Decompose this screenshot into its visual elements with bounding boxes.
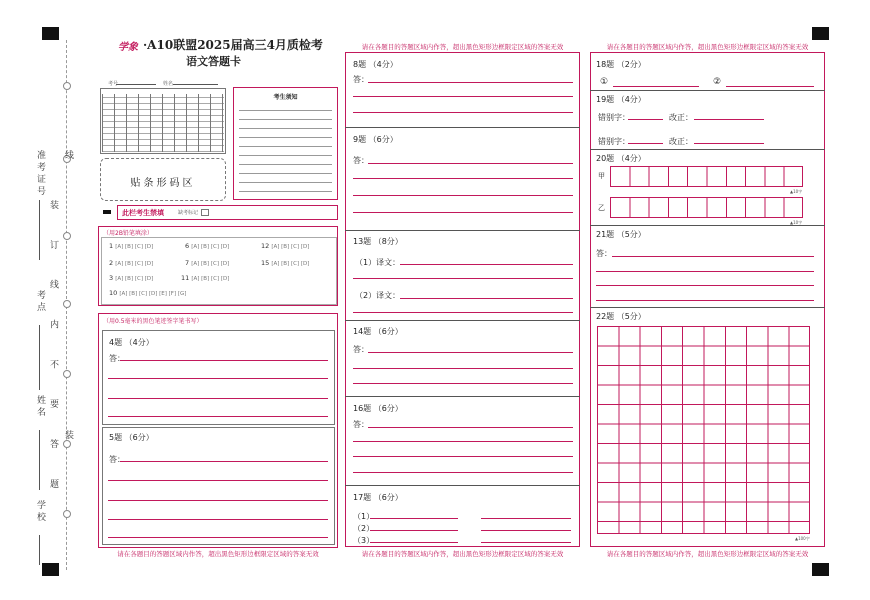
- q14-label: 14题 （6分）: [353, 327, 403, 336]
- q9-line[interactable]: [368, 163, 573, 164]
- q17-line[interactable]: [370, 542, 458, 543]
- mc-options[interactable]: [A] [B] [C] [D]: [191, 276, 230, 282]
- corner-marker-tr: [812, 27, 829, 40]
- q22-count-mark: ▲100字: [795, 536, 810, 541]
- absent-mark-label: 缺考标记: [178, 210, 199, 216]
- name-label: 姓名: [163, 81, 174, 87]
- q9-answer-label: 答：: [353, 156, 369, 165]
- q9-line[interactable]: [353, 212, 573, 213]
- notice-title: 考生须知: [273, 94, 298, 101]
- q19-fix-1: 改正：: [669, 113, 693, 122]
- q9-line[interactable]: [353, 195, 573, 196]
- barcode-area: [100, 158, 226, 201]
- exam-number-bubbles[interactable]: [102, 94, 224, 152]
- mc-num: 6: [185, 242, 190, 250]
- admission-number-label: 准考证号: [35, 150, 45, 198]
- school-line: [39, 535, 40, 565]
- mc-options[interactable]: [A] [B] [C] [D]: [191, 244, 230, 250]
- q19-wrong-2: 错别字：: [598, 137, 630, 146]
- mc-num: 11: [181, 274, 190, 282]
- q4-line[interactable]: [108, 398, 328, 399]
- q18-c2: ②: [713, 77, 722, 87]
- card-subtitle: 语文答题卡: [186, 55, 241, 68]
- exam-no-field[interactable]: [116, 84, 156, 85]
- q8-line[interactable]: [353, 112, 573, 113]
- q14-divider: [345, 396, 580, 397]
- q17-line[interactable]: [370, 518, 458, 519]
- q16-line[interactable]: [353, 456, 573, 457]
- q17-line[interactable]: [481, 530, 571, 531]
- q13-line[interactable]: [353, 278, 573, 279]
- mc-num: 12: [261, 242, 270, 250]
- q21-line[interactable]: [596, 285, 814, 286]
- mc-item[interactable]: [109, 259, 153, 267]
- q13-line[interactable]: [353, 312, 573, 313]
- binding-hole: [63, 370, 71, 378]
- q18-line[interactable]: [613, 86, 699, 87]
- mc-num: 1: [109, 242, 114, 250]
- absent-checkbox[interactable]: [201, 209, 209, 216]
- seal-bind-char: 装: [63, 430, 73, 442]
- q13-label: 13题 （8分）: [353, 237, 403, 246]
- q4-line[interactable]: [108, 416, 328, 417]
- q18-label: 18题 （2分）: [596, 60, 646, 69]
- col3-bottom-warning: 请在各题目的答题区域内作答，超出黑色矩形边框限定区域的答案无效: [606, 550, 809, 558]
- q22-writing-grid[interactable]: [597, 326, 810, 534]
- student-name-line: [39, 430, 40, 490]
- q19-line[interactable]: [628, 143, 663, 144]
- q8-label: 8题 （4分）: [353, 60, 398, 69]
- q8-line[interactable]: [368, 82, 573, 83]
- q19-label: 19题 （4分）: [596, 95, 646, 104]
- mc-title: （用2B铅笔填涂）: [103, 230, 153, 237]
- absent-marker: [103, 210, 111, 214]
- school-label: 学校: [35, 500, 45, 524]
- absent-label: 此栏考生禁填: [122, 209, 164, 217]
- binding-hole: [63, 300, 71, 308]
- q5-line[interactable]: [120, 461, 328, 462]
- mc-item[interactable]: [109, 289, 186, 297]
- q19-line[interactable]: [694, 143, 764, 144]
- mc-options[interactable]: [A] [B] [C] [D]: [271, 261, 310, 267]
- student-name-label: 姓名: [35, 395, 45, 419]
- q20-label: 20题 （4分）: [596, 154, 646, 163]
- notice-text: [239, 104, 332, 194]
- mc-num: 15: [261, 259, 270, 267]
- mc-item[interactable]: [109, 274, 153, 282]
- mc-item[interactable]: [261, 259, 309, 267]
- q5-label: 5题 （6分）: [109, 433, 154, 442]
- mc-options[interactable]: [A] [B] [C] [D]: [115, 261, 154, 267]
- col2-bottom-warning: 请在各题目的答题区域内作答，超出黑色矩形边框限定区域的答案无效: [361, 550, 564, 558]
- q17-label: 17题 （6分）: [353, 493, 403, 502]
- exam-title: ·A10联盟2025届高三4月质检考: [143, 38, 323, 52]
- q17-line[interactable]: [481, 542, 571, 543]
- q13-part1-label: （1）译文：: [355, 258, 401, 267]
- mc-num: 2: [109, 259, 114, 267]
- mc-item[interactable]: [185, 242, 229, 250]
- q16-line[interactable]: [353, 472, 573, 473]
- exam-no-label: 考号: [108, 81, 119, 87]
- q17-p3: （3）: [353, 536, 375, 545]
- q17-p1: （1）: [353, 512, 375, 521]
- q21-divider: [590, 307, 825, 308]
- mc-item[interactable]: [185, 259, 229, 267]
- q5-answer-label: 答：: [109, 455, 125, 464]
- q13-divider: [345, 320, 580, 321]
- q14-line[interactable]: [353, 383, 573, 384]
- name-field[interactable]: [173, 84, 218, 85]
- q8-answer-label: 答：: [353, 75, 369, 84]
- mc-options[interactable]: [A] [B] [C] [D]: [115, 276, 154, 282]
- q5-line[interactable]: [108, 519, 328, 520]
- q22-label: 22题 （5分）: [596, 312, 646, 321]
- q21-line[interactable]: [612, 256, 814, 257]
- exam-site-line: [39, 325, 40, 390]
- q20-jia: 甲: [598, 172, 605, 180]
- brand-logo-text: 学象: [118, 42, 138, 53]
- mc-options[interactable]: [A] [B] [C] [D]: [191, 261, 230, 267]
- q16-divider: [345, 485, 580, 486]
- mc-num: 7: [185, 259, 190, 267]
- q17-line[interactable]: [370, 530, 458, 531]
- q14-answer-label: 答：: [353, 345, 369, 354]
- mc-item[interactable]: [261, 242, 309, 250]
- q19-line[interactable]: [694, 119, 764, 120]
- q16-label: 16题 （6分）: [353, 404, 403, 413]
- mc-num: 10: [109, 289, 118, 297]
- col1-bottom-warning: 请在各题目的答题区域内作答，超出黑色矩形边框限定区域的答案无效: [117, 550, 319, 558]
- mc-options[interactable]: [A] [B] [C] [D] [E] [F] [G]: [119, 291, 187, 297]
- q17-p2: （2）: [353, 524, 375, 533]
- mc-options[interactable]: [A] [B] [C] [D]: [271, 244, 310, 250]
- q19-divider: [590, 149, 825, 150]
- q4-line[interactable]: [108, 378, 328, 379]
- corner-marker-bl: [42, 563, 59, 576]
- binding-hole: [63, 232, 71, 240]
- q19-line[interactable]: [628, 119, 663, 120]
- seal-line-text: 装 订 线 内 不 要 答 题: [48, 200, 58, 503]
- q20-count-mark: ▲10字: [790, 220, 803, 225]
- binding-hole: [63, 510, 71, 518]
- q16-answer-label: 答：: [353, 420, 369, 429]
- q4-label: 4题 （4分）: [109, 338, 154, 347]
- notice-box: [233, 87, 338, 200]
- q13-line[interactable]: [400, 298, 573, 299]
- col2-top-warning: 请在各题目的答题区域内作答，超出黑色矩形边框限定区域的答案无效: [361, 43, 564, 51]
- admission-number-line: [39, 200, 40, 260]
- mc-num: 3: [109, 274, 114, 282]
- q16-line[interactable]: [353, 441, 573, 442]
- q19-wrong-1: 错别字：: [598, 113, 630, 122]
- q20-jia-grid[interactable]: [610, 166, 803, 187]
- corner-marker-tl: [42, 27, 59, 40]
- q5-line[interactable]: [108, 500, 328, 501]
- q20-yi-grid[interactable]: [610, 197, 803, 218]
- col3-top-warning: 请在各题目的答题区域内作答，超出黑色矩形边框限定区域的答案无效: [606, 43, 809, 51]
- exam-site-label: 考点: [35, 290, 45, 314]
- q5-line[interactable]: [108, 480, 328, 481]
- q18-c1: ①: [600, 77, 609, 87]
- mc-item[interactable]: [181, 274, 229, 282]
- mc-item[interactable]: [109, 242, 153, 250]
- q20-divider: [590, 225, 825, 226]
- q20-count-mark: ▲10字: [790, 189, 803, 194]
- q13-part2-label: （2）译文：: [355, 291, 401, 300]
- mc-options[interactable]: [A] [B] [C] [D]: [115, 244, 154, 250]
- q21-label: 21题 （5分）: [596, 230, 646, 239]
- q20-yi: 乙: [598, 204, 605, 212]
- q9-line[interactable]: [353, 178, 573, 179]
- q5-box: [102, 427, 335, 545]
- q19-fix-2: 改正：: [669, 137, 693, 146]
- absent-box: [117, 205, 338, 220]
- q14-line[interactable]: [353, 368, 573, 369]
- q18-line[interactable]: [726, 86, 814, 87]
- mc-section: [98, 226, 338, 306]
- barcode-label: 贴条形码区: [130, 178, 196, 189]
- q17-line[interactable]: [481, 518, 571, 519]
- q21-line[interactable]: [596, 300, 814, 301]
- corner-marker-br: [812, 563, 829, 576]
- q16-line[interactable]: [368, 427, 573, 428]
- binding-hole: [63, 82, 71, 90]
- q21-answer-label: 答：: [596, 249, 612, 258]
- q4-line[interactable]: [120, 360, 328, 361]
- q8-line[interactable]: [353, 96, 573, 97]
- pen-title: （用0.5毫米的黑色笔迹签字笔书写）: [103, 318, 203, 325]
- q14-line[interactable]: [368, 352, 573, 353]
- brand-logo: [118, 38, 138, 53]
- q5-line[interactable]: [108, 537, 328, 538]
- q4-answer-label: 答：: [109, 354, 125, 363]
- q9-label: 9题 （6分）: [353, 135, 398, 144]
- seal-line-char: 线: [63, 150, 73, 162]
- q18-divider: [590, 90, 825, 91]
- q21-line[interactable]: [596, 271, 814, 272]
- q9-divider: [345, 230, 580, 231]
- q8-divider: [345, 127, 580, 128]
- q13-line[interactable]: [400, 264, 573, 265]
